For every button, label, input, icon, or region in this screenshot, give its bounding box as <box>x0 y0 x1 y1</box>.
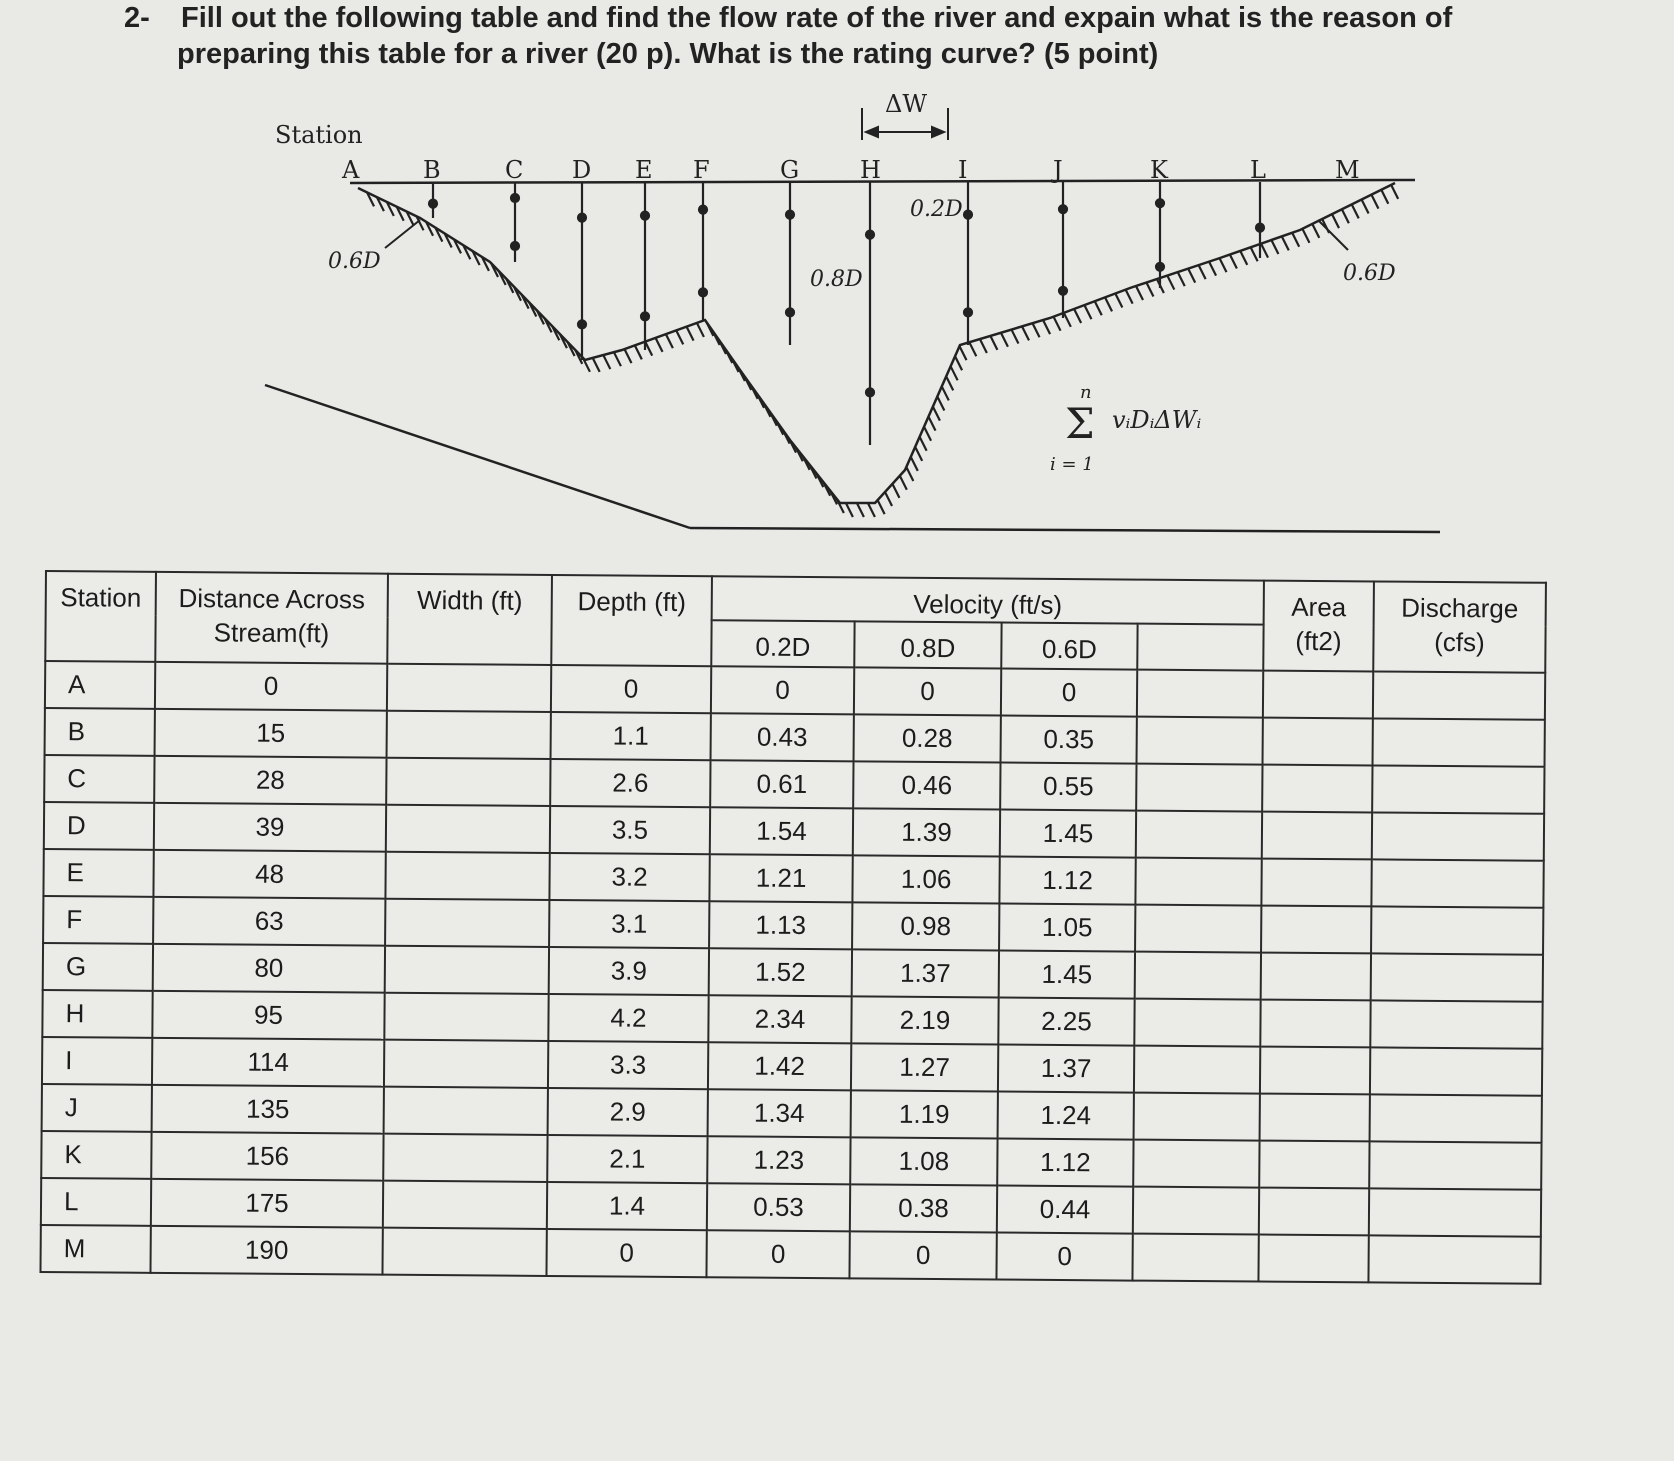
cell-distance: 114 <box>152 1038 384 1087</box>
cell-mean[interactable] <box>1137 717 1263 765</box>
cell-area[interactable] <box>1261 953 1371 1001</box>
area-header-line2: (ft2) <box>1295 625 1342 657</box>
cell-mean[interactable] <box>1134 999 1260 1047</box>
measurement-point <box>578 320 586 328</box>
cell-mean[interactable] <box>1132 1234 1258 1282</box>
hatch-mark <box>933 407 940 421</box>
cell-station: H <box>42 990 152 1038</box>
velocity-header-text: Velocity (ft/s) <box>913 588 1063 620</box>
hatch-mark <box>614 352 621 366</box>
measurement-point <box>578 214 586 222</box>
question-line-1: Fill out the following table and find the flow rate of the river and expain what is the reason of <box>181 2 1453 34</box>
station-letter: J <box>1053 156 1063 184</box>
cell-mean[interactable] <box>1135 952 1261 1000</box>
cell-depth: 3.5 <box>550 806 710 854</box>
hatch-mark <box>942 386 949 400</box>
cell-v08: 1.06 <box>852 855 999 903</box>
hatch-mark <box>1362 200 1369 214</box>
velocity-02d-header: 0.2D <box>711 620 854 667</box>
cell-width[interactable] <box>383 1134 547 1182</box>
hatch-mark <box>1302 229 1309 243</box>
cell-mean[interactable] <box>1136 811 1262 859</box>
sum-sign: Σ <box>1065 399 1095 448</box>
cell-distance: 39 <box>154 803 386 852</box>
cell-width[interactable] <box>384 1087 548 1135</box>
cell-v02: 0 <box>706 1230 849 1278</box>
measurement-point <box>699 206 707 214</box>
hatch-mark <box>1115 294 1122 308</box>
sum-upper-limit: n <box>1080 382 1092 403</box>
hatch-mark <box>885 492 892 506</box>
hatch-mark <box>924 427 931 441</box>
station-letter: H <box>860 156 881 184</box>
cell-distance: 95 <box>152 991 384 1040</box>
hatch-mark <box>900 476 907 490</box>
cell-width[interactable] <box>387 711 551 759</box>
cell-station: E <box>43 849 153 897</box>
hatch-mark <box>1011 330 1018 344</box>
cell-width[interactable] <box>386 758 550 806</box>
hatch-mark <box>656 338 663 352</box>
station-letter: C <box>505 156 524 184</box>
station-letter: E <box>635 156 653 184</box>
cell-width[interactable] <box>385 946 549 994</box>
cell-v08: 0.46 <box>853 761 1000 809</box>
velocity-header <box>712 576 1264 624</box>
cell-mean[interactable] <box>1133 1140 1259 1188</box>
cell-v02: 1.34 <box>708 1089 851 1137</box>
cell-mean[interactable] <box>1135 905 1261 953</box>
hatch-mark <box>1271 240 1278 254</box>
discharge-header-line1: Discharge <box>1401 592 1519 624</box>
cell-v06: 1.12 <box>997 1138 1133 1186</box>
station-letter: G <box>780 156 800 184</box>
cell-area[interactable] <box>1263 671 1373 719</box>
sum-lower-limit: i = 1 <box>1050 454 1094 475</box>
river-cross-section-diagram <box>0 0 1674 560</box>
hatch-mark <box>915 447 922 461</box>
cell-distance: 63 <box>153 897 385 946</box>
cell-area[interactable] <box>1262 765 1372 813</box>
cell-area[interactable] <box>1260 1047 1370 1095</box>
depth-header-text: Depth (ft) <box>577 586 687 618</box>
station-letter: A <box>342 156 360 184</box>
sum-body: vᵢDᵢΔWᵢ <box>1112 406 1202 434</box>
discharge-header <box>1373 581 1546 672</box>
cell-depth: 2.9 <box>548 1088 708 1136</box>
measurement-point <box>1059 287 1067 295</box>
hatch-mark <box>937 397 944 411</box>
station-heading: Station <box>275 121 363 149</box>
cell-v06: 0.55 <box>1000 763 1136 811</box>
cell-depth: 4.2 <box>548 994 708 1042</box>
hatch-mark <box>990 336 997 350</box>
measurement-point <box>1156 263 1164 271</box>
cell-discharge[interactable] <box>1368 1235 1540 1283</box>
hatch-mark <box>1240 251 1247 265</box>
velocity-06d-header: 0.6D <box>1001 623 1137 670</box>
distance-header-line1: Distance Across <box>178 583 366 615</box>
cell-mean[interactable] <box>1137 670 1263 718</box>
measurement-point <box>511 194 519 202</box>
station-letter: I <box>958 156 968 184</box>
cell-v08: 1.37 <box>852 949 999 997</box>
label-06d-left: 0.6D <box>328 249 381 274</box>
label-06d-right: 0.6D <box>1343 261 1396 286</box>
depth-header <box>551 575 712 666</box>
cell-depth: 0 <box>551 665 711 713</box>
measurement-point <box>1059 205 1067 213</box>
hatch-mark <box>906 467 913 481</box>
cell-discharge[interactable] <box>1371 953 1543 1001</box>
cell-width[interactable] <box>382 1228 546 1276</box>
cell-discharge[interactable] <box>1371 906 1543 954</box>
cell-distance: 190 <box>150 1226 382 1275</box>
label-02d: 0.2D <box>910 197 963 222</box>
measurement-point <box>429 200 437 208</box>
riverbed-hatching <box>367 185 1398 517</box>
cell-width[interactable] <box>385 899 549 947</box>
cell-v06: 0.44 <box>997 1185 1133 1233</box>
cell-v08: 0 <box>849 1231 996 1279</box>
hatch-mark <box>624 349 631 363</box>
cell-discharge[interactable] <box>1373 718 1545 766</box>
measurement-point <box>786 308 794 316</box>
hatch-mark <box>676 330 683 344</box>
cell-depth: 3.1 <box>549 900 709 948</box>
area-header <box>1263 581 1374 672</box>
cell-area[interactable] <box>1258 1235 1368 1283</box>
distance-header <box>155 572 388 664</box>
hatch-mark <box>645 342 652 356</box>
hatch-mark <box>1371 195 1378 209</box>
cell-v02: 1.42 <box>708 1042 851 1090</box>
cell-depth: 0 <box>546 1229 706 1277</box>
cell-v06: 1.45 <box>1000 810 1136 858</box>
cell-v08: 2.19 <box>851 996 998 1044</box>
cell-v06: 1.05 <box>999 904 1135 952</box>
measurement-point <box>786 211 794 219</box>
cell-discharge[interactable] <box>1370 1047 1542 1095</box>
pointer-06d-left <box>385 220 420 248</box>
hatch-mark <box>980 339 987 353</box>
cell-v06: 0 <box>996 1232 1132 1280</box>
hatch-mark <box>1084 305 1091 319</box>
pointer-06d-right <box>1318 220 1348 250</box>
cell-station: G <box>43 943 153 991</box>
hatch-mark <box>951 366 958 380</box>
cell-discharge[interactable] <box>1370 1094 1542 1142</box>
hatch-mark <box>1381 190 1388 204</box>
header-row <box>46 571 1546 627</box>
discharge-table <box>39 570 1546 1285</box>
cell-depth: 1.4 <box>547 1182 707 1230</box>
cell-depth: 3.3 <box>548 1041 708 1089</box>
hatch-mark <box>1230 255 1237 269</box>
cell-distance: 80 <box>153 944 385 993</box>
cell-discharge[interactable] <box>1373 671 1545 719</box>
cell-v06: 2.25 <box>998 998 1134 1046</box>
hatch-mark <box>911 457 918 471</box>
hatch-mark <box>1178 272 1185 286</box>
label-08d: 0.8D <box>810 267 863 292</box>
hatch-mark <box>955 356 962 370</box>
cell-mean[interactable] <box>1134 1046 1260 1094</box>
station-letter: D <box>572 156 592 184</box>
hatch-mark <box>635 345 642 359</box>
hatch-mark <box>1251 247 1258 261</box>
cell-v02: 0.53 <box>707 1183 850 1231</box>
measurement-point <box>699 288 707 296</box>
measurement-point <box>964 308 972 316</box>
hatch-mark <box>1095 301 1102 315</box>
cell-v08: 1.08 <box>850 1137 997 1185</box>
cell-width[interactable] <box>383 1181 547 1229</box>
delta-w-label: ΔW <box>885 90 927 118</box>
cell-depth: 3.9 <box>549 947 709 995</box>
measurement-point <box>964 211 972 219</box>
station-letter: L <box>1250 156 1266 184</box>
cell-station: D <box>44 802 154 850</box>
cell-area[interactable] <box>1260 1094 1370 1142</box>
cell-v08: 0.38 <box>850 1184 997 1232</box>
cell-v08: 0 <box>854 667 1001 715</box>
width-header <box>387 574 552 665</box>
hatch-mark <box>878 500 885 514</box>
hatch-mark <box>1064 313 1071 327</box>
cell-v02: 1.13 <box>709 901 852 949</box>
cell-v02: 1.54 <box>710 807 853 855</box>
cell-v02: 0.61 <box>710 760 853 808</box>
cell-v06: 0.35 <box>1001 716 1137 764</box>
hatch-mark <box>969 342 976 356</box>
cell-area[interactable] <box>1259 1188 1369 1236</box>
cell-v06: 1.12 <box>999 857 1135 905</box>
cell-v08: 1.19 <box>851 1090 998 1138</box>
hatch-mark <box>868 503 875 517</box>
cell-depth: 2.1 <box>547 1135 707 1183</box>
hatch-mark <box>593 358 600 372</box>
hatch-mark <box>1219 258 1226 272</box>
station-letter: K <box>1150 156 1168 184</box>
cell-area[interactable] <box>1261 906 1371 954</box>
question-number: 2- <box>124 2 150 34</box>
cell-mean[interactable] <box>1134 1093 1260 1141</box>
hatch-mark <box>1022 326 1029 340</box>
cell-distance: 156 <box>151 1132 383 1181</box>
cell-mean[interactable] <box>1136 764 1262 812</box>
hatch-mark <box>1352 204 1359 218</box>
cell-width[interactable] <box>386 805 550 853</box>
hatch-mark <box>920 437 927 451</box>
cell-discharge[interactable] <box>1371 859 1543 907</box>
cell-v02: 1.23 <box>707 1136 850 1184</box>
hatch-mark <box>946 376 953 390</box>
hatch-mark <box>687 327 694 341</box>
cell-v08: 0.28 <box>854 714 1001 762</box>
width-header-text: Width (ft) <box>416 584 523 616</box>
hatch-mark <box>1188 269 1195 283</box>
distance-header-line2: Stream(ft) <box>213 617 330 649</box>
cell-area[interactable] <box>1262 812 1372 860</box>
measurement-point <box>866 388 874 396</box>
hatch-mark <box>1126 290 1133 304</box>
hatch-mark <box>1001 333 1008 347</box>
cell-station: M <box>40 1225 150 1273</box>
cell-area[interactable] <box>1259 1141 1369 1189</box>
hatch-mark <box>1199 265 1206 279</box>
cell-station: F <box>43 896 153 944</box>
cell-v02: 1.21 <box>709 854 852 902</box>
cell-v08: 0.98 <box>852 902 999 950</box>
hatch-mark <box>666 334 673 348</box>
velocity-blank-header <box>1137 624 1263 671</box>
cell-discharge[interactable] <box>1370 1000 1542 1048</box>
cell-distance: 15 <box>155 709 387 758</box>
cell-depth: 3.2 <box>549 853 709 901</box>
hatch-mark <box>1391 185 1398 199</box>
measurement-point <box>641 312 649 320</box>
hatch-mark <box>959 346 966 360</box>
discharge-header-line2: (cfs) <box>1434 626 1485 658</box>
cell-width[interactable] <box>384 1040 548 1088</box>
cell-station: J <box>42 1084 152 1132</box>
hatch-mark <box>1282 236 1289 250</box>
hatch-mark <box>1292 233 1299 247</box>
cell-distance: 135 <box>152 1085 384 1134</box>
summation-formula <box>1050 382 1201 475</box>
cell-mean[interactable] <box>1133 1187 1259 1235</box>
cell-width[interactable] <box>385 852 549 900</box>
cell-station: A <box>45 661 155 709</box>
cell-v08: 1.39 <box>853 808 1000 856</box>
cell-v02: 0 <box>711 666 854 714</box>
area-header-line1: Area <box>1291 591 1347 623</box>
hatch-mark <box>1261 244 1268 258</box>
cell-mean[interactable] <box>1135 858 1261 906</box>
cell-v06: 1.45 <box>999 951 1135 999</box>
hatch-mark <box>1167 276 1174 290</box>
cell-v02: 1.52 <box>709 948 852 996</box>
cell-v06: 1.24 <box>998 1092 1134 1140</box>
cell-width[interactable] <box>387 664 551 712</box>
hatch-mark <box>603 355 610 369</box>
hatch-mark <box>1054 317 1061 331</box>
cell-depth: 2.6 <box>550 759 710 807</box>
cell-v06: 0 <box>1001 669 1137 717</box>
cell-distance: 0 <box>155 662 387 711</box>
cell-station: L <box>41 1178 151 1226</box>
cell-station: K <box>41 1131 151 1179</box>
station-letter: F <box>693 156 710 184</box>
cell-distance: 48 <box>153 850 385 899</box>
hatch-mark <box>1105 297 1112 311</box>
cell-station: I <box>42 1037 152 1085</box>
hatch-mark <box>1043 320 1050 334</box>
hatch-mark <box>1312 224 1319 238</box>
hatch-mark <box>1342 209 1349 223</box>
station-letter: B <box>423 156 441 184</box>
station-header-text: Station <box>60 582 142 613</box>
question-line-2: preparing this table for a river (20 p). What is the rating curve? (5 point) <box>177 38 1159 70</box>
measurement-point <box>641 212 649 220</box>
station-letter: M <box>1335 156 1360 184</box>
cell-discharge[interactable] <box>1369 1188 1541 1236</box>
hatch-mark <box>1136 286 1143 300</box>
station-header <box>45 571 156 662</box>
hatch-mark <box>1146 283 1153 297</box>
cell-v02: 0.43 <box>711 713 854 761</box>
datum-line-bottom <box>690 528 1440 532</box>
cell-station: B <box>45 708 155 756</box>
cell-discharge[interactable] <box>1369 1141 1541 1189</box>
hatch-mark <box>846 503 853 517</box>
cell-width[interactable] <box>384 993 548 1041</box>
cell-v02: 2.34 <box>708 995 851 1043</box>
hatch-mark <box>1332 214 1339 228</box>
measurement-point <box>1256 224 1264 232</box>
cell-area[interactable] <box>1260 1000 1370 1048</box>
hatch-mark <box>857 503 864 517</box>
cell-v06: 1.37 <box>998 1045 1134 1093</box>
hatch-mark <box>928 417 935 431</box>
cell-depth: 1.1 <box>551 712 711 760</box>
datum-line-left <box>265 385 690 528</box>
hatch-mark <box>892 484 899 498</box>
cell-discharge[interactable] <box>1372 765 1544 813</box>
cell-station: C <box>44 755 154 803</box>
measurement-point <box>1156 199 1164 207</box>
velocity-08d-header: 0.8D <box>854 621 1001 668</box>
cell-area[interactable] <box>1261 859 1371 907</box>
hatch-mark <box>1209 262 1216 276</box>
measurement-point <box>866 231 874 239</box>
riverbed-profile <box>358 183 1395 503</box>
hatch-mark <box>1074 309 1081 323</box>
hatch-mark <box>1033 323 1040 337</box>
cell-v08: 1.27 <box>851 1043 998 1091</box>
cell-distance: 175 <box>151 1179 383 1228</box>
cell-distance: 28 <box>154 756 386 805</box>
cell-area[interactable] <box>1263 718 1373 766</box>
hatch-mark <box>697 323 704 337</box>
measurement-point <box>511 242 519 250</box>
cell-discharge[interactable] <box>1372 812 1544 860</box>
